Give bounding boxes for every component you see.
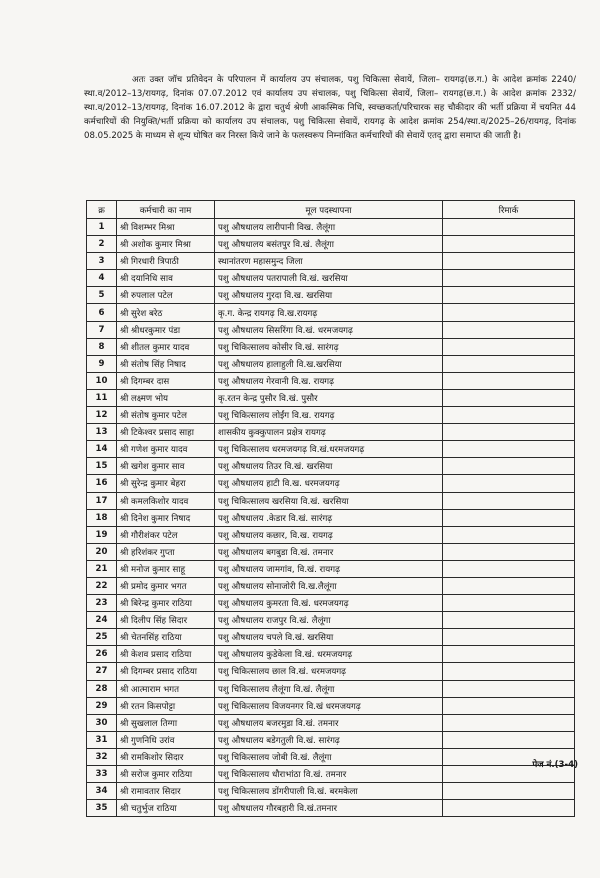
remark-cell bbox=[443, 646, 575, 663]
serial-cell: 34 bbox=[87, 783, 117, 800]
table-row bbox=[87, 646, 575, 663]
posting-cell: पशु औषधालय बजरमुडा वि.खं. तमनार bbox=[215, 714, 443, 731]
name-cell: श्री गौरीशंकर पटेल bbox=[117, 526, 215, 543]
posting-cell: शासकीय कुक्कुपालन प्रक्षेत्र रायगढ़ bbox=[215, 424, 443, 441]
table-row bbox=[87, 748, 575, 765]
name-cell: श्री गुणनिधि उरांव bbox=[117, 731, 215, 748]
intro-text: अतः उक्त जॉच प्रतिवेदन के परिपालन में कार्यालय उप संचालक, पशु चिकित्सा सेवायें, जिला– रायगढ़(छ.ग.) के आदेश क्रमांक 2240/स्था.व/2012–13/रायगढ़, दिनांक 07.07.2012 एवं कार्यालय उप संचालक, पशु चिकित्सा सेवायें, जिला– रायगढ़(छ.ग.) के आदेश क्रमांक 2332/स्था.व/2012–13/रायगढ़, दिनांक 16.07.2012 के द्वारा चतुर्थ श्रेणी आकस्मिक निधि, स्वच्छकर्ता/परिचारक सह चौकीदार की भर्ती प्रक्रिया में चयनित 44 कर्मचारियों की नियुक्ति/भर्ती प्रक्रिया को कार्यालय उप संचालक, पशु चिकित्सा सेवायें, रायगढ़ के आदेश क्रमांक 254/स्था.व/2025–26/रायगढ़, दिनांक 08.05.2025 के माध्यम से शून्य घोषित कर निरस्त किये जाने के फलस्वरूप निम्नांकित कर्मचारियों की सेवायें एतद् द्वारा समाप्त की जाती है। bbox=[84, 74, 576, 142]
serial-cell: 33 bbox=[87, 766, 117, 783]
serial-cell: 17 bbox=[87, 492, 117, 509]
name-cell: श्री अशोक कुमार मिश्रा bbox=[117, 236, 215, 253]
posting-cell: पशु औषधालय बगबुडा वि.खं. तमनार bbox=[215, 543, 443, 560]
remark-cell bbox=[443, 800, 575, 817]
posting-cell: पशु औषधालय बसंतपुर वि.खं. लैलूंगा bbox=[215, 236, 443, 253]
name-cell: श्री शीतल कुमार यादव bbox=[117, 338, 215, 355]
remark-cell bbox=[443, 355, 575, 372]
name-cell: श्री रुपलाल पटेल bbox=[117, 287, 215, 304]
table-row bbox=[87, 783, 575, 800]
remark-cell bbox=[443, 407, 575, 424]
serial-cell: 18 bbox=[87, 509, 117, 526]
table-row bbox=[87, 731, 575, 748]
serial-cell: 20 bbox=[87, 543, 117, 560]
serial-cell: 30 bbox=[87, 714, 117, 731]
name-cell: श्री दिनेश कुमार निषाद bbox=[117, 509, 215, 526]
serial-cell: 10 bbox=[87, 372, 117, 389]
name-cell: श्री विशम्भर मिश्रा bbox=[117, 219, 215, 236]
name-cell: श्री संतोष कुमार पटेल bbox=[117, 407, 215, 424]
serial-cell: 8 bbox=[87, 338, 117, 355]
serial-cell: 4 bbox=[87, 270, 117, 287]
table-row bbox=[87, 612, 575, 629]
name-cell: श्री गिरधारी त्रिपाठी bbox=[117, 253, 215, 270]
remark-cell bbox=[443, 612, 575, 629]
remark-cell bbox=[443, 441, 575, 458]
posting-cell: पशु औषधालय राजपुर वि.खं. लैलूंगा bbox=[215, 612, 443, 629]
serial-cell: 22 bbox=[87, 577, 117, 594]
table-row bbox=[87, 355, 575, 372]
posting-cell: पशु औषधालय सोनाजोरी वि.ख.लैलूंगा bbox=[215, 577, 443, 594]
remark-cell bbox=[443, 595, 575, 612]
name-cell: श्री मनोज कुमार साहू bbox=[117, 560, 215, 577]
table-row bbox=[87, 219, 575, 236]
serial-cell: 14 bbox=[87, 441, 117, 458]
posting-cell: पशु औषधालय .केडार वि.खं. सारंगढ़ bbox=[215, 509, 443, 526]
remark-cell bbox=[443, 287, 575, 304]
posting-cell: पशु औषधालय गुरदा वि.ख. खरसिया bbox=[215, 287, 443, 304]
remark-cell bbox=[443, 680, 575, 697]
table-row bbox=[87, 663, 575, 680]
serial-cell: 16 bbox=[87, 475, 117, 492]
serial-cell: 26 bbox=[87, 646, 117, 663]
table-row bbox=[87, 475, 575, 492]
table-row bbox=[87, 526, 575, 543]
posting-cell: पशु औषधालय तिउर वि.खं. खरसिया bbox=[215, 458, 443, 475]
name-cell: श्री कमलकिशोर यादव bbox=[117, 492, 215, 509]
table-row bbox=[87, 629, 575, 646]
remark-cell bbox=[443, 389, 575, 406]
remark-cell bbox=[443, 509, 575, 526]
name-cell: श्री आत्माराम भगत bbox=[117, 680, 215, 697]
remark-cell bbox=[443, 321, 575, 338]
posting-cell: पशु औषधालय पतरापाली वि.खं. खरसिया bbox=[215, 270, 443, 287]
serial-cell: 35 bbox=[87, 800, 117, 817]
name-cell: श्री गणेश कुमार यादव bbox=[117, 441, 215, 458]
remark-cell bbox=[443, 458, 575, 475]
table-row bbox=[87, 800, 575, 817]
name-cell: श्री बिरेन्द्र कुमार राठिया bbox=[117, 595, 215, 612]
posting-cell: पशु औषधालय कुमरता वि.खं. धरमजयगढ़ bbox=[215, 595, 443, 612]
table-row bbox=[87, 389, 575, 406]
serial-cell: 19 bbox=[87, 526, 117, 543]
remark-cell bbox=[443, 253, 575, 270]
table-row bbox=[87, 577, 575, 594]
serial-cell: 27 bbox=[87, 663, 117, 680]
posting-cell: पशु चिकित्सालय विजयनगर वि.खं धरमजयगढ़ bbox=[215, 697, 443, 714]
posting-cell: पशु औषधालय जामगांव, वि.खं. रायगढ़ bbox=[215, 560, 443, 577]
remark-cell bbox=[443, 236, 575, 253]
table-row bbox=[87, 424, 575, 441]
remark-cell bbox=[443, 475, 575, 492]
posting-cell: पशु औषधालय चपले वि.खं. खरसिया bbox=[215, 629, 443, 646]
name-cell: श्री रामावतार सिदार bbox=[117, 783, 215, 800]
table-row bbox=[87, 338, 575, 355]
posting-cell: पशु औषधालय बडेगतुली वि.खं. सारंगढ़ bbox=[215, 731, 443, 748]
table-row bbox=[87, 560, 575, 577]
header-name: कर्मचारी का नाम bbox=[117, 201, 215, 219]
name-cell: श्री दिगम्बर प्रसाद राठिया bbox=[117, 663, 215, 680]
name-cell: श्री संतोष सिंह निषाद bbox=[117, 355, 215, 372]
table-row bbox=[87, 543, 575, 560]
name-cell: श्री सरोज कुमार राठिया bbox=[117, 766, 215, 783]
table-header-row bbox=[87, 201, 575, 219]
serial-cell: 11 bbox=[87, 389, 117, 406]
serial-cell: 12 bbox=[87, 407, 117, 424]
posting-cell: पशु चिकित्सालय खरसिया वि.खं. खरसिया bbox=[215, 492, 443, 509]
header-posting: मूल पदस्थापना bbox=[215, 201, 443, 219]
name-cell: श्री चेतनसिंह राठिया bbox=[117, 629, 215, 646]
remark-cell bbox=[443, 270, 575, 287]
posting-cell: पशु चिकित्सालय लैलूंगा वि.खं. लैलूंगा bbox=[215, 680, 443, 697]
name-cell: श्री सुरेश बरेठ bbox=[117, 304, 215, 321]
table-row bbox=[87, 372, 575, 389]
posting-cell: स्थानांतरण महासमुन्द जिला bbox=[215, 253, 443, 270]
remark-cell bbox=[443, 304, 575, 321]
remark-cell bbox=[443, 372, 575, 389]
intro-paragraph bbox=[84, 73, 576, 144]
name-cell: श्री दिलीप सिंह सिदार bbox=[117, 612, 215, 629]
table-row bbox=[87, 236, 575, 253]
table-row bbox=[87, 441, 575, 458]
remark-cell bbox=[443, 338, 575, 355]
name-cell: श्री लक्ष्मण भोय bbox=[117, 389, 215, 406]
remark-cell bbox=[443, 560, 575, 577]
name-cell: श्री सुखलाल तिग्गा bbox=[117, 714, 215, 731]
remark-cell bbox=[443, 697, 575, 714]
posting-cell: पशु औषधालय लारीपानी विख. लैलूंगा bbox=[215, 219, 443, 236]
table-row bbox=[87, 458, 575, 475]
remark-cell bbox=[443, 629, 575, 646]
serial-cell: 25 bbox=[87, 629, 117, 646]
table-row bbox=[87, 407, 575, 424]
table-row bbox=[87, 680, 575, 697]
header-serial: क्र bbox=[87, 201, 117, 219]
name-cell: श्री दिगम्बर दास bbox=[117, 372, 215, 389]
posting-cell: पशु चिकित्सालय धौराभांठा वि.खं. तमनार bbox=[215, 766, 443, 783]
table-row bbox=[87, 270, 575, 287]
serial-cell: 3 bbox=[87, 253, 117, 270]
serial-cell: 6 bbox=[87, 304, 117, 321]
posting-cell: कृ.ग. केन्द्र रायगढ़ वि.ख.रायगढ़ bbox=[215, 304, 443, 321]
posting-cell: पशु औषधालय कछार, वि.ख. रायगढ़ bbox=[215, 526, 443, 543]
table-row bbox=[87, 714, 575, 731]
serial-cell: 28 bbox=[87, 680, 117, 697]
name-cell: श्री दयानिधि साव bbox=[117, 270, 215, 287]
serial-cell: 31 bbox=[87, 731, 117, 748]
remark-cell bbox=[443, 219, 575, 236]
serial-cell: 2 bbox=[87, 236, 117, 253]
table-row bbox=[87, 287, 575, 304]
posting-cell: पशु औषधालय गेरवानी वि.ख. रायगढ़ bbox=[215, 372, 443, 389]
table-row bbox=[87, 253, 575, 270]
remark-cell bbox=[443, 526, 575, 543]
header-remark: रिमार्क bbox=[443, 201, 575, 219]
serial-cell: 15 bbox=[87, 458, 117, 475]
serial-cell: 9 bbox=[87, 355, 117, 372]
posting-cell: पशु चिकित्सालय छाल वि.खं. धरमजयगढ़ bbox=[215, 663, 443, 680]
posting-cell: पशु औषधालय गौरबहारी वि.खं.तमनार bbox=[215, 800, 443, 817]
posting-cell: पशु औषधालय हालाहुली वि.ख.खरसिया bbox=[215, 355, 443, 372]
name-cell: श्री प्रमोद कुमार भगत bbox=[117, 577, 215, 594]
name-cell: श्री खगेश कुमार साव bbox=[117, 458, 215, 475]
table-row bbox=[87, 595, 575, 612]
serial-cell: 1 bbox=[87, 219, 117, 236]
name-cell: श्री केशव प्रसाद राठिया bbox=[117, 646, 215, 663]
posting-cell: पशु औषधालय कुडेकेला वि.खं. धरमजयगढ़ bbox=[215, 646, 443, 663]
table-row bbox=[87, 697, 575, 714]
remark-cell bbox=[443, 731, 575, 748]
table-row bbox=[87, 509, 575, 526]
table-row bbox=[87, 304, 575, 321]
name-cell: श्री हरिशंकर गुप्ता bbox=[117, 543, 215, 560]
serial-cell: 13 bbox=[87, 424, 117, 441]
serial-cell: 21 bbox=[87, 560, 117, 577]
posting-cell: पशु औषधालय सिसरिंगा वि.खं. धरमजयगढ़ bbox=[215, 321, 443, 338]
remark-cell bbox=[443, 424, 575, 441]
name-cell: श्री रतन किसपोट्टा bbox=[117, 697, 215, 714]
remark-cell bbox=[443, 663, 575, 680]
posting-cell: कृ.रतन केन्द्र पुसौर वि.खं. पुसौर bbox=[215, 389, 443, 406]
name-cell: श्री सुरेन्द्र कुमार बेहरा bbox=[117, 475, 215, 492]
name-cell: श्री श्रीधरकुमार पंडा bbox=[117, 321, 215, 338]
remark-cell bbox=[443, 783, 575, 800]
table-row bbox=[87, 766, 575, 783]
remark-cell bbox=[443, 492, 575, 509]
posting-cell: पशु चिकित्सालय डोंगरीपाली वि.खं. बरमकेला bbox=[215, 783, 443, 800]
serial-cell: 5 bbox=[87, 287, 117, 304]
name-cell: श्री चतुर्भुज राठिया bbox=[117, 800, 215, 817]
remark-cell bbox=[443, 714, 575, 731]
table-row bbox=[87, 321, 575, 338]
posting-cell: पशु चिकित्सालय धरमजयगढ़ वि.खं.धरमजयगढ़ bbox=[215, 441, 443, 458]
serial-cell: 29 bbox=[87, 697, 117, 714]
staff-table bbox=[86, 200, 575, 817]
name-cell: श्री टिकेश्वर प्रसाद साहा bbox=[117, 424, 215, 441]
serial-cell: 24 bbox=[87, 612, 117, 629]
serial-cell: 32 bbox=[87, 748, 117, 765]
remark-cell bbox=[443, 543, 575, 560]
table-body bbox=[87, 219, 575, 817]
name-cell: श्री रामकिशोर सिदार bbox=[117, 748, 215, 765]
posting-cell: पशु चिकित्सालय जोबी वि.खं. लैलूंगा bbox=[215, 748, 443, 765]
posting-cell: पशु चिकित्सालय कोसीर वि.खं. सारंगढ़ bbox=[215, 338, 443, 355]
remark-cell bbox=[443, 577, 575, 594]
serial-cell: 7 bbox=[87, 321, 117, 338]
posting-cell: पशु औषधालय हाटी वि.ख. धरमजयगढ़ bbox=[215, 475, 443, 492]
table-row bbox=[87, 492, 575, 509]
posting-cell: पशु चिकित्सालय लोईंग वि.ख. रायगढ़ bbox=[215, 407, 443, 424]
serial-cell: 23 bbox=[87, 595, 117, 612]
page-number: पेज नं.(3-4) bbox=[532, 760, 578, 770]
